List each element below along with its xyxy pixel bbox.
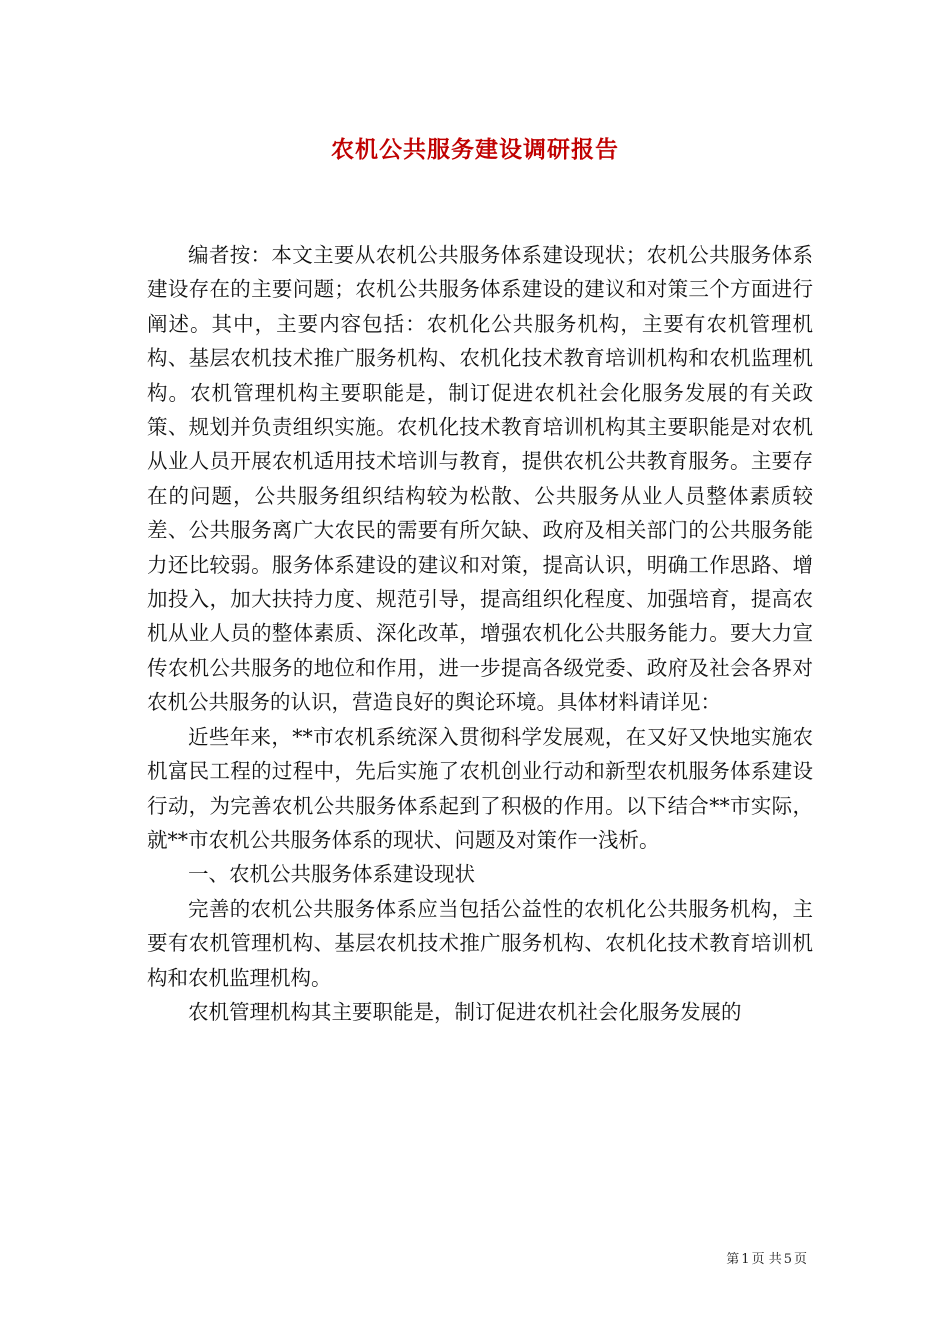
document-title: 农机公共服务建设调研报告 (331, 136, 619, 163)
footer-prefix: 第 (726, 1252, 740, 1267)
editor-note-paragraph: 编者按：本文主要从农机公共服务体系建设现状；农机公共服务体系建设存在的主要问题；农机公共服务体系建设的建议和对策三个方面进行阐述。其中，主要内容包括：农机化公共服务机构，主要有农机管理机构、基层农机技术推广服务机构、农机化技术教育培训机构和农机监理机构。农机管理机构主要职能是，制订促进农机社会化服务发展的有关政策、规划并负责组织实施。农机化技术教育培训机构其主要职能是对农机从业人员开展农机适用技术培训与教育，提供农机公共教育服务。主要存在的问题，公共服务组织结构较为松散、公共服务从业人员整体素质较差、公共服务离广大农民的需要有所欠缺、政府及相关部门的公共服务能力还比较弱。服务体系建设的建议和对策，提高认识，明确工作思路、增加投入，加大扶持力度、规范引导，提高组织化程度、加强培育，提高农机从业人员的整体素质、深化改革，增强农机化公共服务能力。要大力宣传农机公共服务的地位和作用，进一步提高各级党委、政府及社会各界对农机公共服务的认识，营造良好的舆论环境。具体材料请详见： (147, 243, 813, 715)
footer-middle: 页 共 (751, 1252, 782, 1267)
footer-suffix: 页 (793, 1252, 807, 1267)
total-page-number: 5 (783, 1252, 792, 1267)
body-paragraph: 农机管理机构其主要职能是，制订促进农机社会化服务发展的 (188, 999, 742, 1024)
intro-paragraph: 近些年来，**市农机系统深入贯彻科学发展观，在又好又快地实施农机富民工程的过程中，先后实施了农机创业行动和新型农机服务体系建设行动，为完善农机公共服务体系起到了积极的作用。以下结合**市实际，就**市农机公共服务体系的现状、问题及对策作一浅析。 (147, 724, 813, 852)
section-heading: 一、农机公共服务体系建设现状 (188, 862, 475, 887)
page-footer (725, 1248, 808, 1267)
current-page-number: 1 (741, 1252, 750, 1267)
body-paragraph: 完善的农机公共服务体系应当包括公益性的农机化公共服务机构，主要有农机管理机构、基层农机技术推广服务机构、农机化技术教育培训机构和农机监理机构。 (147, 896, 813, 990)
document-body (147, 238, 813, 1029)
